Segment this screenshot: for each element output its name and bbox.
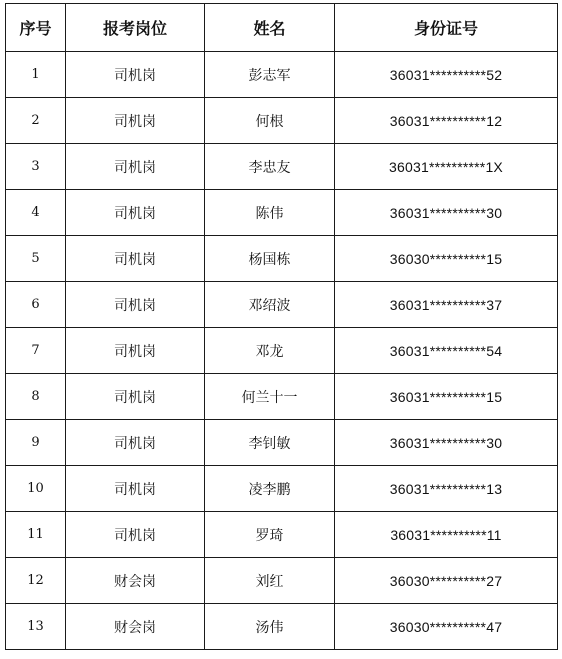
cell-position: 财会岗 [66, 604, 205, 650]
cell-position: 司机岗 [66, 52, 205, 98]
cell-id-number: 36031**********30 [335, 190, 558, 236]
header-id-number: 身份证号 [335, 4, 558, 52]
table-row [6, 374, 558, 420]
cell-index: 1 [6, 52, 66, 98]
cell-name: 李钊敏 [205, 420, 335, 466]
cell-position: 司机岗 [66, 512, 205, 558]
cell-name: 凌李鹏 [205, 466, 335, 512]
header-position: 报考岗位 [66, 4, 205, 52]
table-row [6, 190, 558, 236]
table-row [6, 328, 558, 374]
cell-id-number: 36031**********15 [335, 374, 558, 420]
cell-name: 罗琦 [205, 512, 335, 558]
cell-index: 2 [6, 98, 66, 144]
cell-index: 8 [6, 374, 66, 420]
cell-id-number: 36030**********47 [335, 604, 558, 650]
cell-name: 李忠友 [205, 144, 335, 190]
cell-position: 司机岗 [66, 374, 205, 420]
table-row [6, 52, 558, 98]
cell-position: 司机岗 [66, 282, 205, 328]
cell-position: 司机岗 [66, 328, 205, 374]
cell-position: 司机岗 [66, 144, 205, 190]
cell-position: 司机岗 [66, 190, 205, 236]
table-row [6, 98, 558, 144]
cell-id-number: 36030**********15 [335, 236, 558, 282]
header-index: 序号 [6, 4, 66, 52]
candidate-table [5, 3, 558, 650]
cell-index: 7 [6, 328, 66, 374]
table-row [6, 144, 558, 190]
cell-index: 5 [6, 236, 66, 282]
cell-id-number: 36031**********37 [335, 282, 558, 328]
table-header-row [6, 4, 558, 52]
cell-name: 陈伟 [205, 190, 335, 236]
cell-index: 3 [6, 144, 66, 190]
cell-position: 司机岗 [66, 98, 205, 144]
cell-id-number: 36031**********1X [335, 144, 558, 190]
cell-name: 邓绍波 [205, 282, 335, 328]
cell-name: 刘红 [205, 558, 335, 604]
table-row [6, 558, 558, 604]
cell-id-number: 36031**********52 [335, 52, 558, 98]
table-row [6, 282, 558, 328]
cell-id-number: 36031**********12 [335, 98, 558, 144]
cell-index: 11 [6, 512, 66, 558]
cell-name: 杨国栋 [205, 236, 335, 282]
table-row [6, 420, 558, 466]
cell-position: 司机岗 [66, 236, 205, 282]
header-name: 姓名 [205, 4, 335, 52]
cell-position: 司机岗 [66, 466, 205, 512]
cell-index: 6 [6, 282, 66, 328]
cell-name: 汤伟 [205, 604, 335, 650]
cell-index: 13 [6, 604, 66, 650]
cell-name: 彭志军 [205, 52, 335, 98]
cell-name: 何根 [205, 98, 335, 144]
cell-name: 何兰十一 [205, 374, 335, 420]
table-row [6, 512, 558, 558]
cell-id-number: 36031**********54 [335, 328, 558, 374]
cell-index: 12 [6, 558, 66, 604]
cell-position: 司机岗 [66, 420, 205, 466]
cell-position: 财会岗 [66, 558, 205, 604]
cell-index: 10 [6, 466, 66, 512]
cell-id-number: 36031**********13 [335, 466, 558, 512]
cell-id-number: 36031**********11 [335, 512, 558, 558]
cell-name: 邓龙 [205, 328, 335, 374]
cell-index: 4 [6, 190, 66, 236]
table-row [6, 466, 558, 512]
table-row [6, 236, 558, 282]
cell-id-number: 36031**********30 [335, 420, 558, 466]
cell-id-number: 36030**********27 [335, 558, 558, 604]
cell-index: 9 [6, 420, 66, 466]
table-row [6, 604, 558, 650]
